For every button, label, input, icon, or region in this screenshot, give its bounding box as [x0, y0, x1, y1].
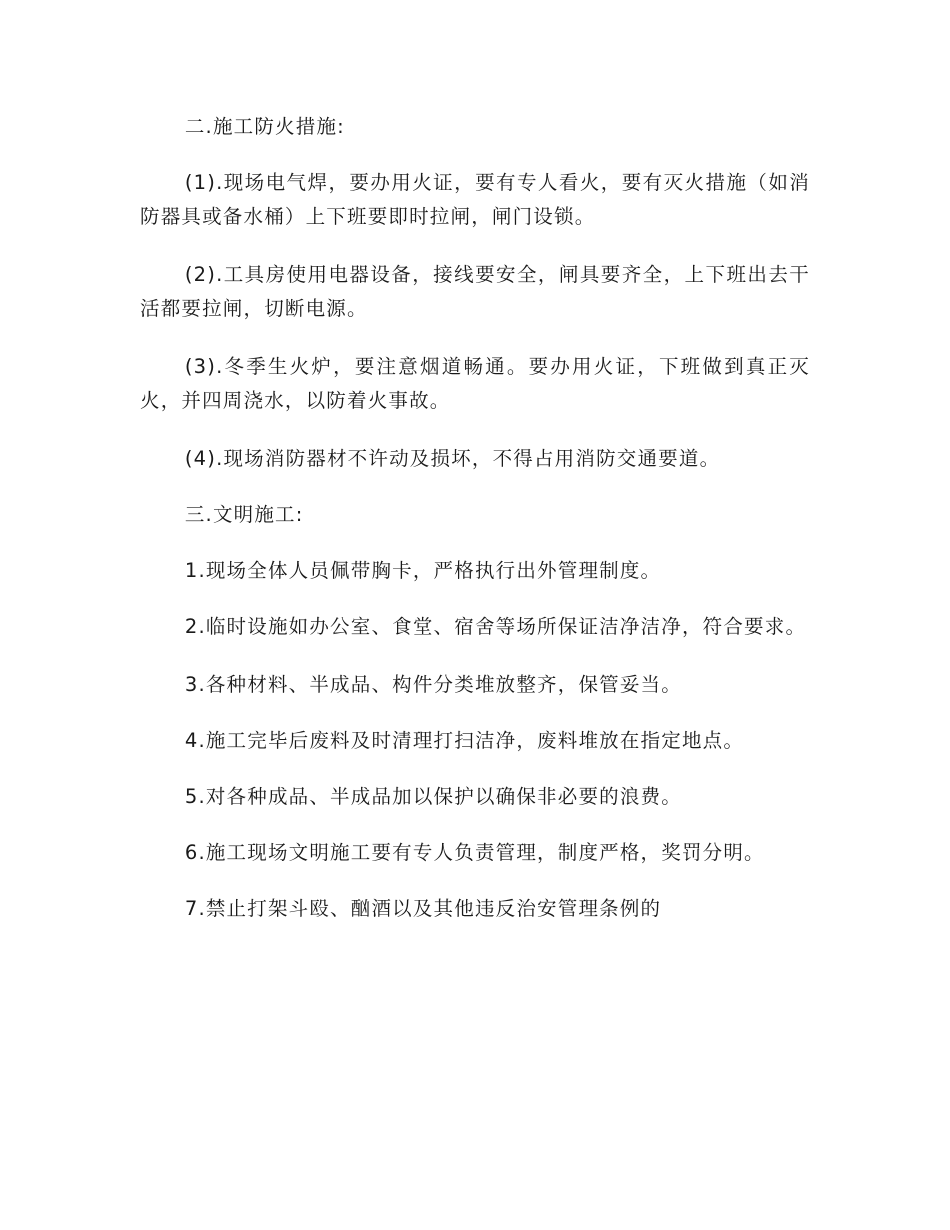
paragraph-fire-item-2: (2).工具房使用电器设备，接线要安全，闸具要齐全，上下班出去干活都要拉闸，切断电源。	[140, 263, 810, 320]
paragraph-civil-item-4: 4.施工完毕后废料及时清理打扫洁净，废料堆放在指定地点。	[184, 729, 745, 752]
paragraph-civil-item-2: 2.临时设施如办公室、食堂、宿舍等场所保证洁净洁净，符合要求。	[184, 615, 807, 638]
paragraph-civil-item-5: 5.对各种成品、半成品加以保护以确保非必要的浪费。	[184, 785, 682, 808]
document-body	[140, 110, 810, 948]
section-heading-civilized-construction: 三.文明施工:	[184, 503, 304, 526]
paragraph-civil-item-3: 3.各种材料、半成品、构件分类堆放整齐，保管妥当。	[184, 673, 682, 696]
paragraph-fire-item-1: (1).现场电气焊，要办用火证，要有专人看火，要有灭火措施（如消防器具或备水桶）上下班要即时拉闸，闸门设锁。	[140, 171, 810, 228]
paragraph-civil-item-1: 1.现场全体人员佩带胸卡，严格执行出外管理制度。	[184, 559, 662, 582]
paragraph-civil-item-7: 7.禁止打架斗殴、酗酒以及其他违反治安管理条例的	[184, 897, 662, 920]
paragraph-fire-item-4: (4).现场消防器材不许动及损坏，不得占用消防交通要道。	[184, 447, 721, 470]
paragraph-fire-item-3: (3).冬季生火炉，要注意烟道畅通。要办用火证，下班做到真正灭火，并四周浇水，以防着火事故。	[140, 355, 810, 412]
section-heading-fire-prevention: 二.施工防火措施:	[184, 115, 345, 138]
paragraph-civil-item-6: 6.施工现场文明施工要有专人负责管理，制度严格，奖罚分明。	[184, 841, 765, 864]
